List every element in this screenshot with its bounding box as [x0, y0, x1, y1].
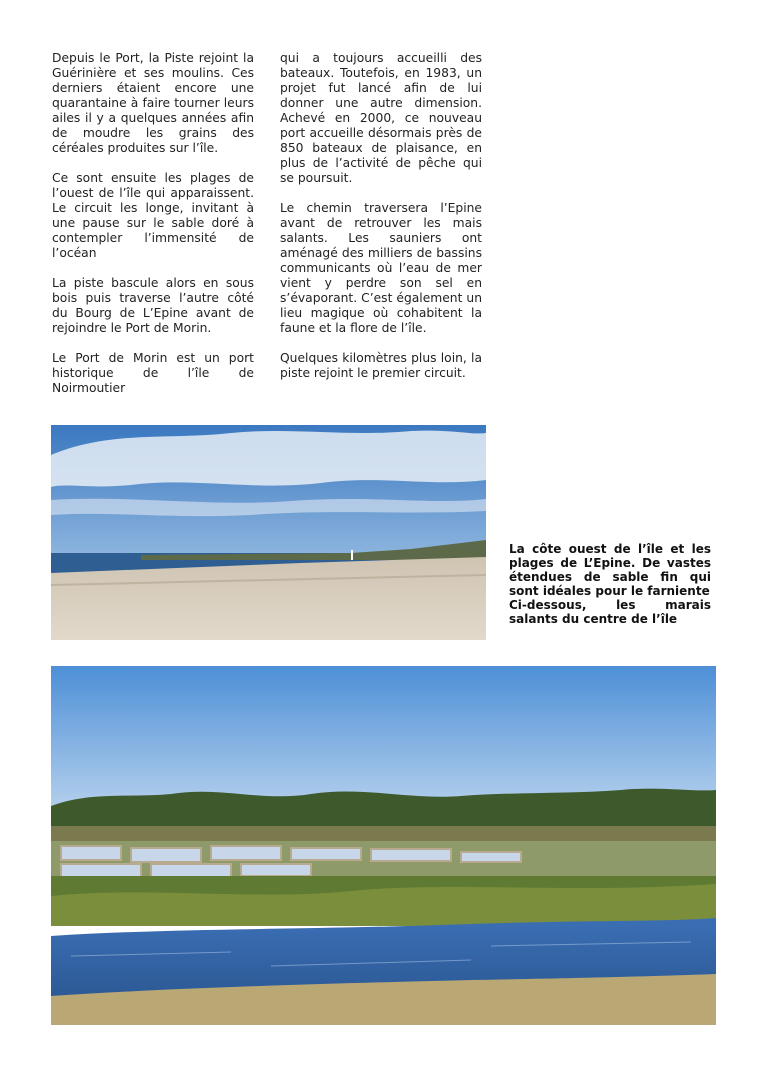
caption-line: Ci-dessous, les marais salants du centre de l’île [509, 598, 711, 626]
salt-marsh-photo [51, 666, 716, 1025]
paragraph: Ce sont ensuite les plages de l’ouest de l’île qui apparaissent. Le circuit les longe, invitant à une pause sur le sable doré à contempler l’immensité de l’océan [52, 171, 254, 260]
salt-marsh-illustration [51, 666, 716, 1025]
beach-photo [51, 425, 486, 640]
paragraph: Le chemin traversera l’Epine avant de retrouver les mais salants. Les sauniers ont aménagé des milliers de bassins communicants où l’eau de mer vient y perdre son sel en s’évaporant. C’est également un lieu magique où cohabitent la faune et la flore de l’île. [280, 201, 482, 335]
paragraph: Depuis le Port, la Piste rejoint la Guérinière et ses moulins. Ces derniers étaient encore une quarantaine à faire tourner leurs ailes il y a quelques années afin de moudre les grains des céréales produites sur l’île. [52, 51, 254, 155]
paragraph: La piste bascule alors en sous bois puis traverse l’autre côté du Bourg de L’Epine avant de rejoindre le Port de Morin. [52, 276, 254, 335]
photo-caption [509, 542, 711, 626]
paragraph: Quelques kilomètres plus loin, la piste rejoint le premier circuit. [280, 351, 482, 380]
text-column-left [52, 51, 254, 411]
paragraph: qui a toujours accueilli des bateaux. Toutefois, en 1983, un projet fut lancé afin de lui donner une autre dimension. Achevé en 2000, ce nouveau port accueille désormais près de 850 bateaux de plaisance, en plus de l’activité de pêche qui se poursuit. [280, 51, 482, 185]
text-column-right [280, 51, 482, 396]
caption-line: La côte ouest de l’île et les plages de L’Epine. De vastes étendues de sable fin qui sont idéales pour le farniente [509, 542, 711, 598]
paragraph: Le Port de Morin est un port historique de l’île de Noirmoutier [52, 351, 254, 395]
beach-illustration [51, 425, 486, 640]
